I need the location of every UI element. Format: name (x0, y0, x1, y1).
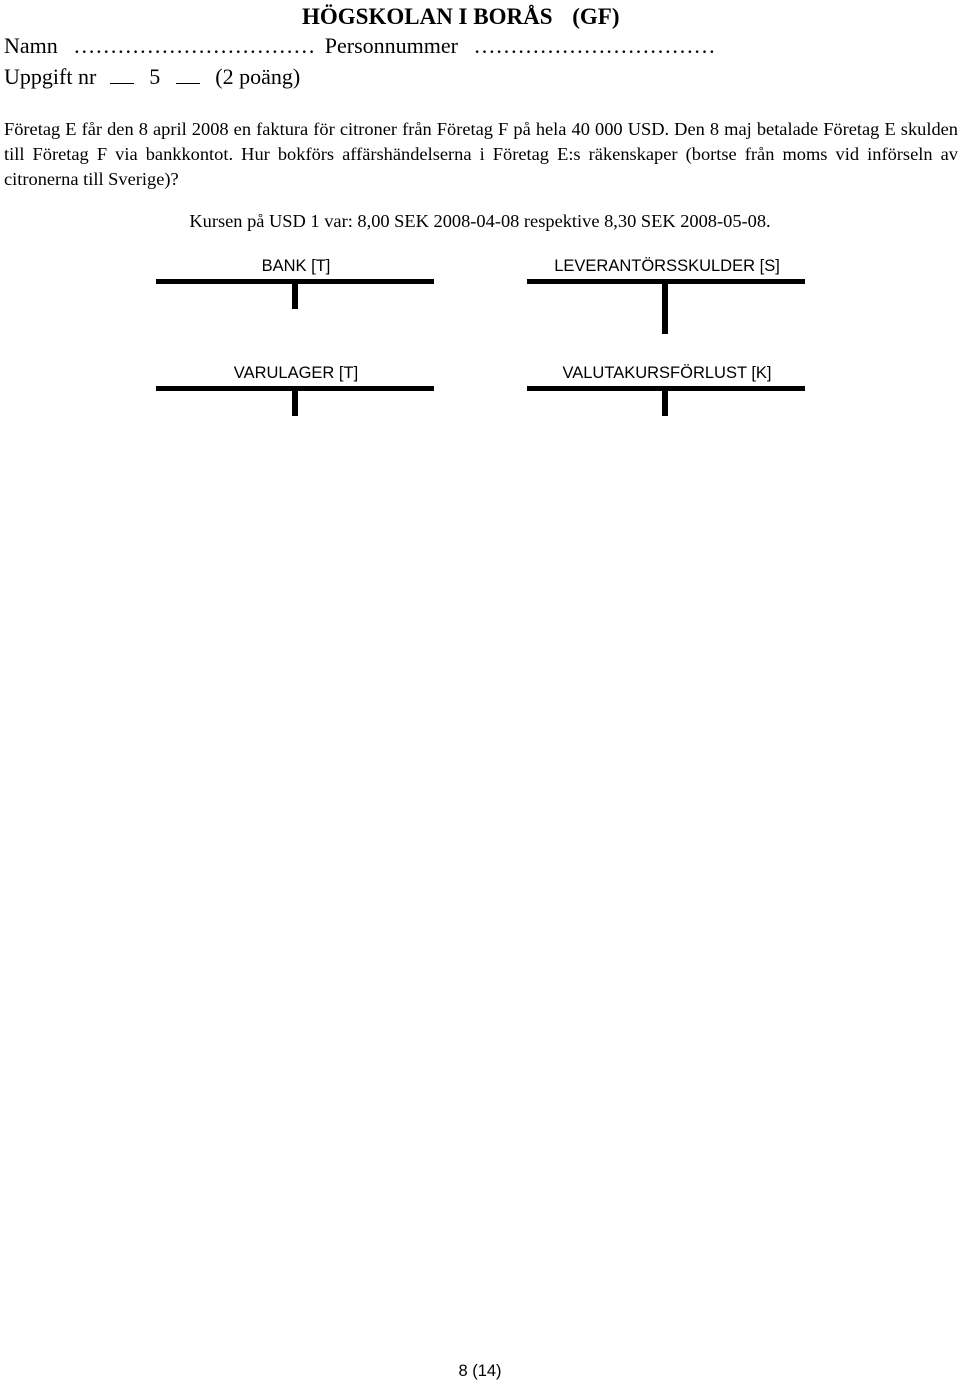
t-account-title: VALUTAKURSFÖRLUST [K] (562, 364, 772, 382)
personnummer-label: Personnummer (324, 33, 458, 58)
name-label: Namn (4, 33, 58, 58)
t-account-stem (292, 386, 298, 416)
t-account-leverantorsskulder[interactable] (527, 257, 807, 337)
name-dots[interactable]: …………………………… (73, 33, 316, 58)
t-account-title: BANK [T] (261, 257, 331, 275)
task-blank-right (176, 65, 200, 84)
task-row (4, 64, 300, 90)
name-row (4, 33, 715, 59)
task-blank-left (110, 65, 134, 84)
t-account-bank[interactable] (156, 257, 436, 317)
t-account-stem (662, 279, 668, 334)
task-points: (2 poäng) (215, 64, 301, 89)
task-label: Uppgift nr (4, 64, 97, 89)
t-account-valutakursforlust[interactable] (527, 364, 807, 424)
exchange-rate-line: Kursen på USD 1 var: 8,00 SEK 2008-04-08 respektive 8,30 SEK 2008-05-08. (189, 211, 771, 231)
t-account-title: VARULAGER [T] (233, 364, 359, 382)
task-number: 5 (149, 64, 161, 89)
t-account-varulager[interactable] (156, 364, 436, 424)
t-account-title: LEVERANTÖRSSKULDER [S] (554, 257, 780, 275)
school-heading (302, 4, 620, 30)
t-account-stem (292, 279, 298, 309)
school-suffix: (GF) (572, 4, 620, 29)
page-number: 8 (14) (458, 1362, 502, 1380)
personnummer-dots[interactable]: …………………………… (473, 33, 716, 58)
question-text: Företag E får den 8 april 2008 en faktura för citroner från Företag F på hela 40 000 USD. Den 8 maj betalade Företag E skulden till Företag F via bankkontot. Hur bokförs affärshändelserna i Företag E:s räkenskaper (bortse från moms vid införseln av citronerna till Sverige)? (4, 119, 958, 189)
school-name: HÖGSKOLAN I BORÅS (302, 4, 553, 29)
t-account-stem (662, 386, 668, 416)
